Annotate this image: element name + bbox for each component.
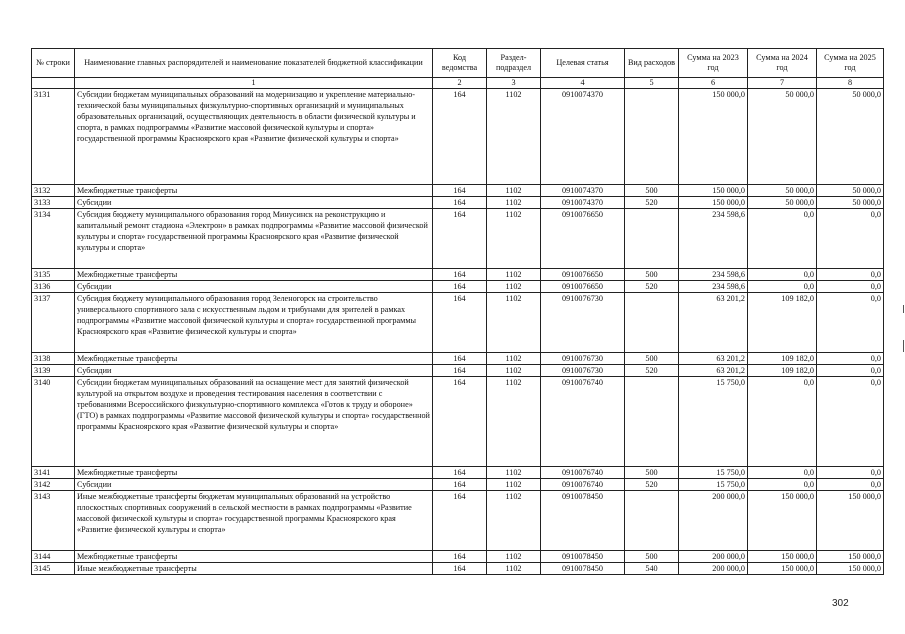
row-section: 1102: [487, 467, 541, 479]
table-row: [32, 89, 884, 185]
row-sum-2024: 109 182,0: [748, 353, 817, 365]
row-expense-type: 540: [625, 563, 679, 575]
row-dept-code: 164: [433, 209, 487, 269]
row-number: 3133: [32, 197, 75, 209]
row-sum-2023: 15 750,0: [679, 377, 748, 467]
row-expense-type: 500: [625, 353, 679, 365]
row-target-article: 0910078450: [541, 551, 625, 563]
row-dept-code: 164: [433, 89, 487, 185]
row-expense-type: 520: [625, 281, 679, 293]
table-header-row: [32, 49, 884, 78]
scan-mark: [903, 340, 904, 352]
row-number: 3138: [32, 353, 75, 365]
row-name: Межбюджетные трансферты: [75, 551, 433, 563]
row-dept-code: 164: [433, 365, 487, 377]
row-expense-type: [625, 89, 679, 185]
column-number: 3: [487, 78, 541, 89]
row-name: Субсидии: [75, 365, 433, 377]
row-dept-code: 164: [433, 467, 487, 479]
row-sum-2025: 0,0: [817, 467, 884, 479]
row-number: 3131: [32, 89, 75, 185]
row-sum-2025: 50 000,0: [817, 89, 884, 185]
row-sum-2024: 0,0: [748, 269, 817, 281]
row-sum-2024: 50 000,0: [748, 89, 817, 185]
row-name: Субсидии: [75, 281, 433, 293]
row-expense-type: 500: [625, 467, 679, 479]
row-sum-2023: 63 201,2: [679, 365, 748, 377]
header-sum-2025: Сумма на 2025 год: [817, 49, 884, 78]
row-sum-2025: 150 000,0: [817, 551, 884, 563]
row-name: Иные межбюджетные трансферты: [75, 563, 433, 575]
row-sum-2025: 0,0: [817, 353, 884, 365]
table-row: [32, 491, 884, 551]
row-section: 1102: [487, 281, 541, 293]
row-target-article: 0910078450: [541, 563, 625, 575]
row-sum-2024: 150 000,0: [748, 491, 817, 551]
row-target-article: 0910078450: [541, 491, 625, 551]
row-dept-code: 164: [433, 353, 487, 365]
row-name: Субсидия бюджету муниципального образования город Минусинск на реконструкцию и капитальный ремонт стадиона «Электрон» в рамках подпрограммы «Развитие массовой физической культуры и спорта» государственной программы Красноярского края «Развитие физической культуры и спорта»: [75, 209, 433, 269]
budget-table: [31, 48, 884, 575]
row-target-article: 0910076730: [541, 365, 625, 377]
table-row: [32, 209, 884, 269]
row-sum-2024: 0,0: [748, 377, 817, 467]
row-sum-2024: 50 000,0: [748, 197, 817, 209]
table-row: [32, 563, 884, 575]
row-sum-2024: 109 182,0: [748, 293, 817, 353]
row-expense-type: 520: [625, 197, 679, 209]
row-number: 3137: [32, 293, 75, 353]
header-target-article: Целевая статья: [541, 49, 625, 78]
table-row: [32, 365, 884, 377]
row-expense-type: [625, 491, 679, 551]
row-dept-code: 164: [433, 197, 487, 209]
column-number: 2: [433, 78, 487, 89]
row-dept-code: 164: [433, 551, 487, 563]
row-sum-2023: 150 000,0: [679, 185, 748, 197]
row-number: 3141: [32, 467, 75, 479]
row-expense-type: [625, 293, 679, 353]
row-target-article: 0910074370: [541, 197, 625, 209]
row-section: 1102: [487, 479, 541, 491]
row-sum-2025: 150 000,0: [817, 491, 884, 551]
header-name: Наименование главных распорядителей и наименование показателей бюджетной классификации: [75, 49, 433, 78]
scan-mark: [903, 305, 904, 313]
row-sum-2025: 0,0: [817, 293, 884, 353]
header-row-no: № строки: [32, 49, 75, 78]
row-number: 3143: [32, 491, 75, 551]
row-name: Субсидии: [75, 197, 433, 209]
row-name: Субсидии: [75, 479, 433, 491]
row-sum-2025: 0,0: [817, 209, 884, 269]
row-section: 1102: [487, 197, 541, 209]
row-target-article: 0910076740: [541, 467, 625, 479]
row-name: Субсидия бюджету муниципального образования город Зеленогорск на строительство универсального спортивного зала с искусственным льдом и трибунами для зрителей в рамках подпрограммы «Развитие массовой физической культуры и спорта» государственной программы Красноярского края «Развитие физической культуры и спорта»: [75, 293, 433, 353]
table-row: [32, 293, 884, 353]
row-sum-2024: 109 182,0: [748, 365, 817, 377]
row-sum-2025: 0,0: [817, 377, 884, 467]
row-expense-type: 500: [625, 269, 679, 281]
table-row: [32, 479, 884, 491]
row-sum-2023: 200 000,0: [679, 491, 748, 551]
row-section: 1102: [487, 185, 541, 197]
column-number: 7: [748, 78, 817, 89]
row-number: 3144: [32, 551, 75, 563]
row-sum-2024: 0,0: [748, 281, 817, 293]
row-sum-2023: 200 000,0: [679, 551, 748, 563]
table-row: [32, 353, 884, 365]
row-sum-2023: 63 201,2: [679, 293, 748, 353]
row-sum-2024: 0,0: [748, 209, 817, 269]
row-sum-2024: 150 000,0: [748, 551, 817, 563]
row-sum-2023: 234 598,6: [679, 209, 748, 269]
table-row: [32, 467, 884, 479]
row-target-article: 0910076730: [541, 293, 625, 353]
table-row: [32, 269, 884, 281]
row-section: 1102: [487, 551, 541, 563]
row-expense-type: [625, 209, 679, 269]
header-expense-type: Вид расходов: [625, 49, 679, 78]
table-row: [32, 197, 884, 209]
row-name: Иные межбюджетные трансферты бюджетам муниципальных образований на устройство плоскостных спортивных сооружений в сельской местности в рамках подпрограммы «Развитие массовой физической культуры и спорта» государственной программы Красноярского края «Развитие физической культуры и спорта»: [75, 491, 433, 551]
row-target-article: 0910074370: [541, 89, 625, 185]
row-dept-code: 164: [433, 563, 487, 575]
row-number: 3139: [32, 365, 75, 377]
row-dept-code: 164: [433, 269, 487, 281]
row-sum-2024: 50 000,0: [748, 185, 817, 197]
page-number: 302: [832, 598, 849, 609]
row-section: 1102: [487, 293, 541, 353]
row-number: 3145: [32, 563, 75, 575]
row-section: 1102: [487, 209, 541, 269]
row-section: 1102: [487, 269, 541, 281]
row-sum-2025: 50 000,0: [817, 197, 884, 209]
row-target-article: 0910076650: [541, 269, 625, 281]
row-sum-2025: 150 000,0: [817, 563, 884, 575]
column-number: 6: [679, 78, 748, 89]
row-sum-2023: 15 750,0: [679, 479, 748, 491]
row-expense-type: 520: [625, 479, 679, 491]
row-expense-type: [625, 377, 679, 467]
row-sum-2025: 50 000,0: [817, 185, 884, 197]
row-expense-type: 520: [625, 365, 679, 377]
row-section: 1102: [487, 377, 541, 467]
table-body: [32, 78, 884, 575]
row-name: Межбюджетные трансферты: [75, 269, 433, 281]
row-sum-2023: 234 598,6: [679, 281, 748, 293]
column-number-row: [32, 78, 884, 89]
row-sum-2025: 0,0: [817, 365, 884, 377]
row-number: 3142: [32, 479, 75, 491]
row-section: 1102: [487, 89, 541, 185]
row-target-article: 0910076730: [541, 353, 625, 365]
row-section: 1102: [487, 563, 541, 575]
header-section: Раздел-подраздел: [487, 49, 541, 78]
row-dept-code: 164: [433, 377, 487, 467]
row-number: 3134: [32, 209, 75, 269]
row-dept-code: 164: [433, 281, 487, 293]
row-sum-2025: 0,0: [817, 281, 884, 293]
column-number: 8: [817, 78, 884, 89]
row-name: Межбюджетные трансферты: [75, 185, 433, 197]
row-number: 3132: [32, 185, 75, 197]
row-sum-2023: 150 000,0: [679, 89, 748, 185]
row-target-article: 0910076650: [541, 209, 625, 269]
row-section: 1102: [487, 353, 541, 365]
row-dept-code: 164: [433, 185, 487, 197]
row-name: Субсидии бюджетам муниципальных образований на оснащение мест для занятий физической культурой на открытом воздухе и проведения тестирования населения в соответствии с требованиями Всероссийского физкультурно-спортивного комплекса «Готов к труду и обороне» (ГТО) в рамках подпрограммы «Развитие массовой физической культуры и спорта» государственной программы Красноярского края «Развитие физической культуры и спорта»: [75, 377, 433, 467]
row-sum-2023: 150 000,0: [679, 197, 748, 209]
row-name: Межбюджетные трансферты: [75, 353, 433, 365]
row-sum-2023: 200 000,0: [679, 563, 748, 575]
row-dept-code: 164: [433, 479, 487, 491]
row-sum-2024: 0,0: [748, 467, 817, 479]
header-dept-code: Код ведомства: [433, 49, 487, 78]
row-target-article: 0910076740: [541, 377, 625, 467]
table-row: [32, 551, 884, 563]
row-number: 3136: [32, 281, 75, 293]
row-name: Межбюджетные трансферты: [75, 467, 433, 479]
column-number: [32, 78, 75, 89]
table-row: [32, 185, 884, 197]
row-sum-2025: 0,0: [817, 479, 884, 491]
row-section: 1102: [487, 365, 541, 377]
column-number: 5: [625, 78, 679, 89]
row-sum-2023: 15 750,0: [679, 467, 748, 479]
row-number: 3135: [32, 269, 75, 281]
row-number: 3140: [32, 377, 75, 467]
row-target-article: 0910076650: [541, 281, 625, 293]
row-dept-code: 164: [433, 491, 487, 551]
header-sum-2024: Сумма на 2024 год: [748, 49, 817, 78]
row-sum-2024: 0,0: [748, 479, 817, 491]
row-sum-2023: 63 201,2: [679, 353, 748, 365]
column-number: 4: [541, 78, 625, 89]
row-target-article: 0910074370: [541, 185, 625, 197]
row-expense-type: 500: [625, 185, 679, 197]
row-section: 1102: [487, 491, 541, 551]
row-sum-2025: 0,0: [817, 269, 884, 281]
table-row: [32, 377, 884, 467]
header-sum-2023: Сумма на 2023 год: [679, 49, 748, 78]
table-row: [32, 281, 884, 293]
row-sum-2023: 234 598,6: [679, 269, 748, 281]
row-name: Субсидии бюджетам муниципальных образований на модернизацию и укрепление материально-технической базы муниципальных физкультурно-спортивных организаций и муниципальных образовательных организаций, осуществляющих деятельность в области физической культуры и спорта, в рамках подпрограммы «Развитие массовой физической культуры и спорта» государственной программы Красноярского края «Развитие физической культуры и спорта»: [75, 89, 433, 185]
row-sum-2024: 150 000,0: [748, 563, 817, 575]
row-target-article: 0910076740: [541, 479, 625, 491]
row-expense-type: 500: [625, 551, 679, 563]
row-dept-code: 164: [433, 293, 487, 353]
column-number: 1: [75, 78, 433, 89]
